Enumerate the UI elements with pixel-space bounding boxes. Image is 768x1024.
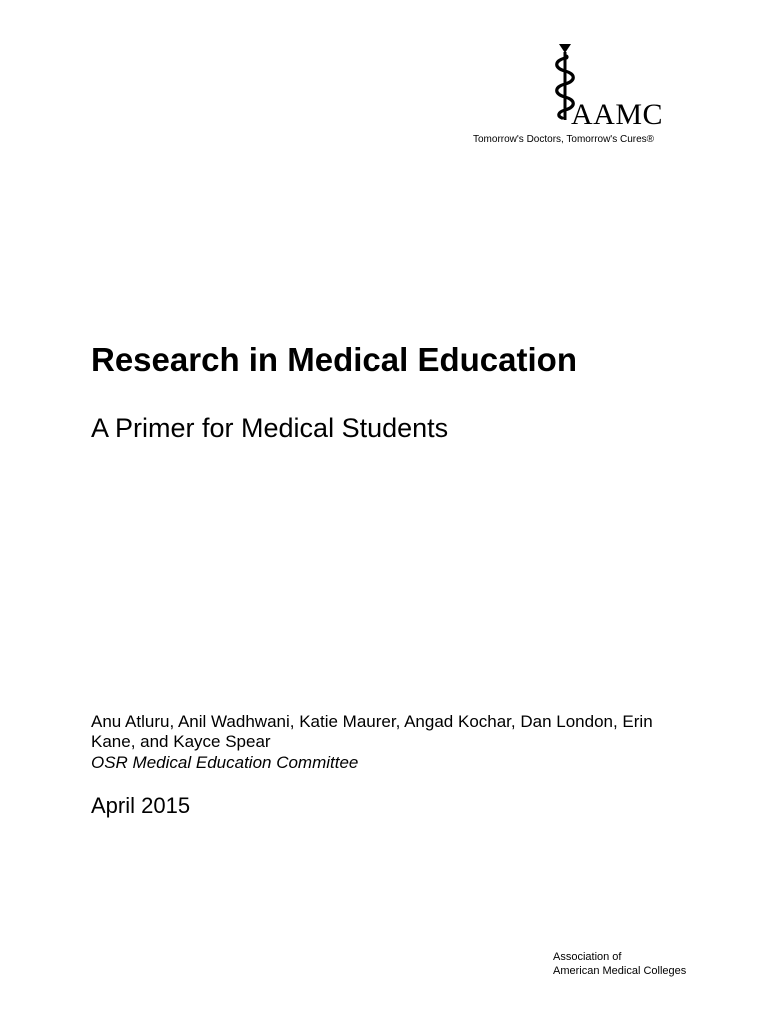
committee-name: OSR Medical Education Committee bbox=[91, 753, 359, 772]
document-title: Research in Medical Education bbox=[91, 341, 577, 378]
organization-name bbox=[553, 950, 686, 978]
document-subtitle: A Primer for Medical Students bbox=[91, 413, 449, 443]
organization-line-1: Association of bbox=[553, 951, 622, 963]
publication-date: April 2015 bbox=[91, 793, 191, 818]
logo-tagline: Tomorrow's Doctors, Tomorrow's Cures® bbox=[473, 134, 655, 145]
logo-wordmark: AAMC bbox=[571, 98, 664, 131]
organization-line-2: American Medical Colleges bbox=[553, 965, 687, 977]
aamc-logo bbox=[470, 44, 670, 152]
author-list: Anu Atluru, Anil Wadhwani, Katie Maurer, Angad Kochar, Dan London, Erin Kane, and Kayce Spear bbox=[91, 712, 653, 751]
